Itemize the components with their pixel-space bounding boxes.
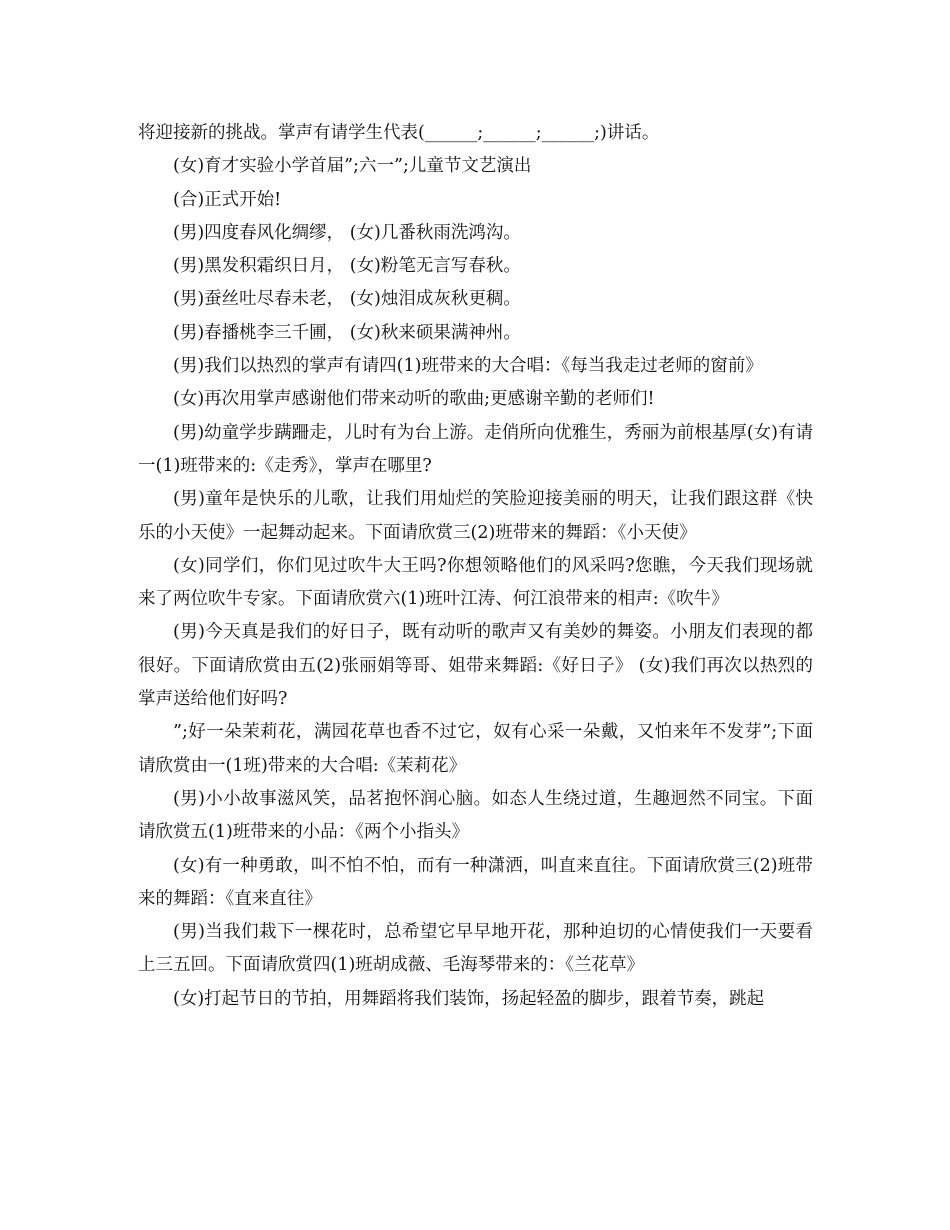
body-paragraph: (男)今天真是我们的好日子，既有动听的歌声又有美妙的舞姿。小朋友们表现的都很好。下面请欣赏由五(2)张丽娟等哥、姐带来舞蹈:《好日子》 (女)我们再次以热烈的掌声送给他们好吗? <box>138 622 813 710</box>
document-body <box>138 117 813 1016</box>
body-paragraph: (男)幼童学步蹒跚走，儿时有为台上游。走俏所向优雅生，秀丽为前根基厚(女)有请一(1)班带来的:《走秀》，掌声在哪里? <box>138 422 813 476</box>
body-paragraph: (男)小小故事滋风笑，品茗抱怀润心脑。如态人生绕过道，生趣迥然不同宝。下面请欣赏五(1)班带来的小品：《两个小指头》 <box>138 788 813 843</box>
body-paragraph: (女)同学们，你们见过吹牛大王吗?你想领略他们的风采吗?您瞧，今天我们现场就来了两位吹牛专家。下面请欣赏六(1)班叶江涛、何江浪带来的相声:《吹牛》 <box>138 555 813 610</box>
body-paragraph: (男)四度春风化绸缪， (女)几番秋雨洗鸿沟。 <box>173 222 521 243</box>
body-paragraph: (女)再次用掌声感谢他们带来动听的歌曲;更感谢辛勤的老师们! <box>173 389 655 410</box>
body-paragraph: (男)蚕丝吐尽春未老， (女)烛泪成灰秋更稠。 <box>173 289 521 310</box>
body-paragraph: (男)童年是快乐的儿歌，让我们用灿烂的笑脸迎接美丽的明天，让我们跟这群《快乐的小天使》一起舞动起来。下面请欣赏三(2)班带来的舞蹈：《小天使》 <box>138 489 813 543</box>
body-paragraph: (男)春播桃李三千圃， (女)秋来硕果满神州。 <box>173 322 521 343</box>
body-paragraph: (男)黑发积霜织日月， (女)粉笔无言写春秋。 <box>173 256 521 277</box>
body-paragraph: (女)打起节日的节拍，用舞蹈将我们装饰，扬起轻盈的脚步，跟着节奏，跳起 <box>173 988 765 1009</box>
body-paragraph: ”;好一朵茉莉花，满园花草也香不过它，奴有心采一朵戴，又怕来年不发芽”;下面请欣赏由一(1班)带来的大合唱:《茉莉花》 <box>138 722 813 776</box>
body-paragraph: (男)当我们栽下一棵花时，总希望它早早地开花，那种迫切的心情使我们一天要看上三五回。下面请欣赏四(1)班胡成薇、毛海琴带来的：《兰花草》 <box>138 922 813 976</box>
body-paragraph: 将迎接新的挑战。掌声有请学生代表(______;______;______;)讲话。 <box>138 123 660 143</box>
body-paragraph: (男)我们以热烈的掌声有请四(1)班带来的大合唱：《每当我走过老师的窗前》 <box>173 356 763 377</box>
body-paragraph: (女)有一种勇敢，叫不怕不怕，而有一种潇洒，叫直来直往。下面请欣赏三(2)班带来的舞蹈：《直来直往》 <box>138 855 813 909</box>
body-paragraph: (女)育才实验小学首届”;六一”;儿童节文艺演出 <box>173 156 532 177</box>
body-paragraph: (合)正式开始! <box>173 189 282 210</box>
